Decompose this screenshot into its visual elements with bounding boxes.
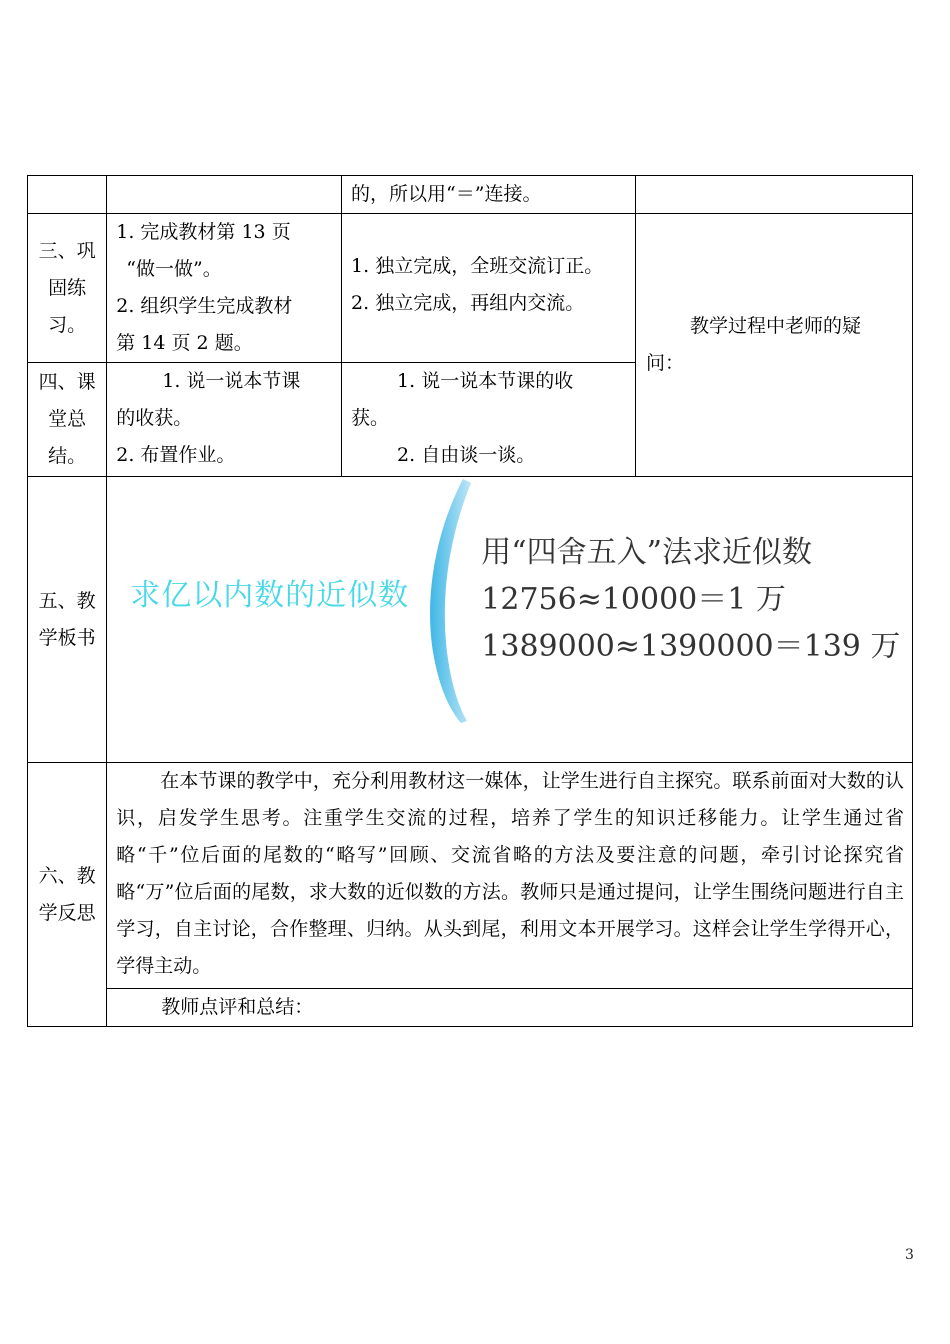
board-content: [481, 529, 900, 670]
blackboard-cell: [107, 477, 913, 763]
board-line: 用“四舍五入”法求近似数: [481, 535, 812, 570]
board-line: 12756≈10000＝1 万: [481, 582, 786, 617]
question-cell: [636, 176, 913, 214]
continuation-text: 的，所以用“＝”连接。: [351, 183, 542, 205]
table-row: [28, 989, 913, 1027]
question-label: 教学过程中老师的疑: [690, 315, 862, 337]
board-line: 1389000≈1390000＝139 万: [481, 629, 901, 664]
table-row: [28, 763, 913, 989]
page-number: 3: [905, 1247, 914, 1263]
student-activity: 1. 独立完成，全班交流订正。 2. 独立完成，再组内交流。: [342, 214, 636, 363]
review-label: 教师点评和总结：: [161, 996, 314, 1018]
lesson-plan-table: [27, 175, 913, 1027]
stage-cell: [28, 176, 107, 214]
teacher-activity: 1. 完成教材第 13 页 “做一做”。 2. 组织学生完成教材 第 14 页 2 题。: [107, 214, 342, 363]
reflection-cell: [107, 763, 913, 989]
question-label-cont: 问：: [646, 352, 685, 374]
teacher-activity: 1. 说一说本节课 的收获。 2. 布置作业。: [107, 363, 342, 477]
bracket-arc-graphic: [425, 477, 475, 727]
student-activity: 1. 说一说本节课的收 获。 2. 自由谈一谈。: [342, 363, 636, 477]
board-title: 求亿以内数的近似数: [130, 578, 410, 613]
blackboard-design: [107, 477, 912, 762]
stage-label: 五、教学板书: [28, 477, 107, 763]
table-row: [28, 214, 913, 363]
teacher-cell: [107, 176, 342, 214]
reflection-text: 在本节课的教学中，充分利用教材这一媒体，让学生进行自主探究。联系前面对大数的认识，启发学生思考。注重学生交流的过程，培养了学生的知识迁移能力。让学生通过省略“千”位后面的尾数的“略写”回顾、交流省略的方法及要注意的问题，牵引讨论探究省略“万”位后面的尾数，求大数的近似数的方法。教师只是通过提问，让学生围绕问题进行自主学习，自主讨论，合作整理、归纳。从头到尾，利用文本开展学习。这样会让学生学得开心，学得主动。: [116, 770, 904, 977]
stage-label: 三、巩固练习。: [28, 214, 107, 363]
stage-label: 六、教学反思: [28, 763, 107, 1027]
table-row: [28, 176, 913, 214]
student-cell: [342, 176, 636, 214]
table-row: [28, 477, 913, 763]
review-cell: [107, 989, 913, 1027]
teacher-question-cell: [636, 214, 913, 477]
stage-label: 四、课堂总结。: [28, 363, 107, 477]
